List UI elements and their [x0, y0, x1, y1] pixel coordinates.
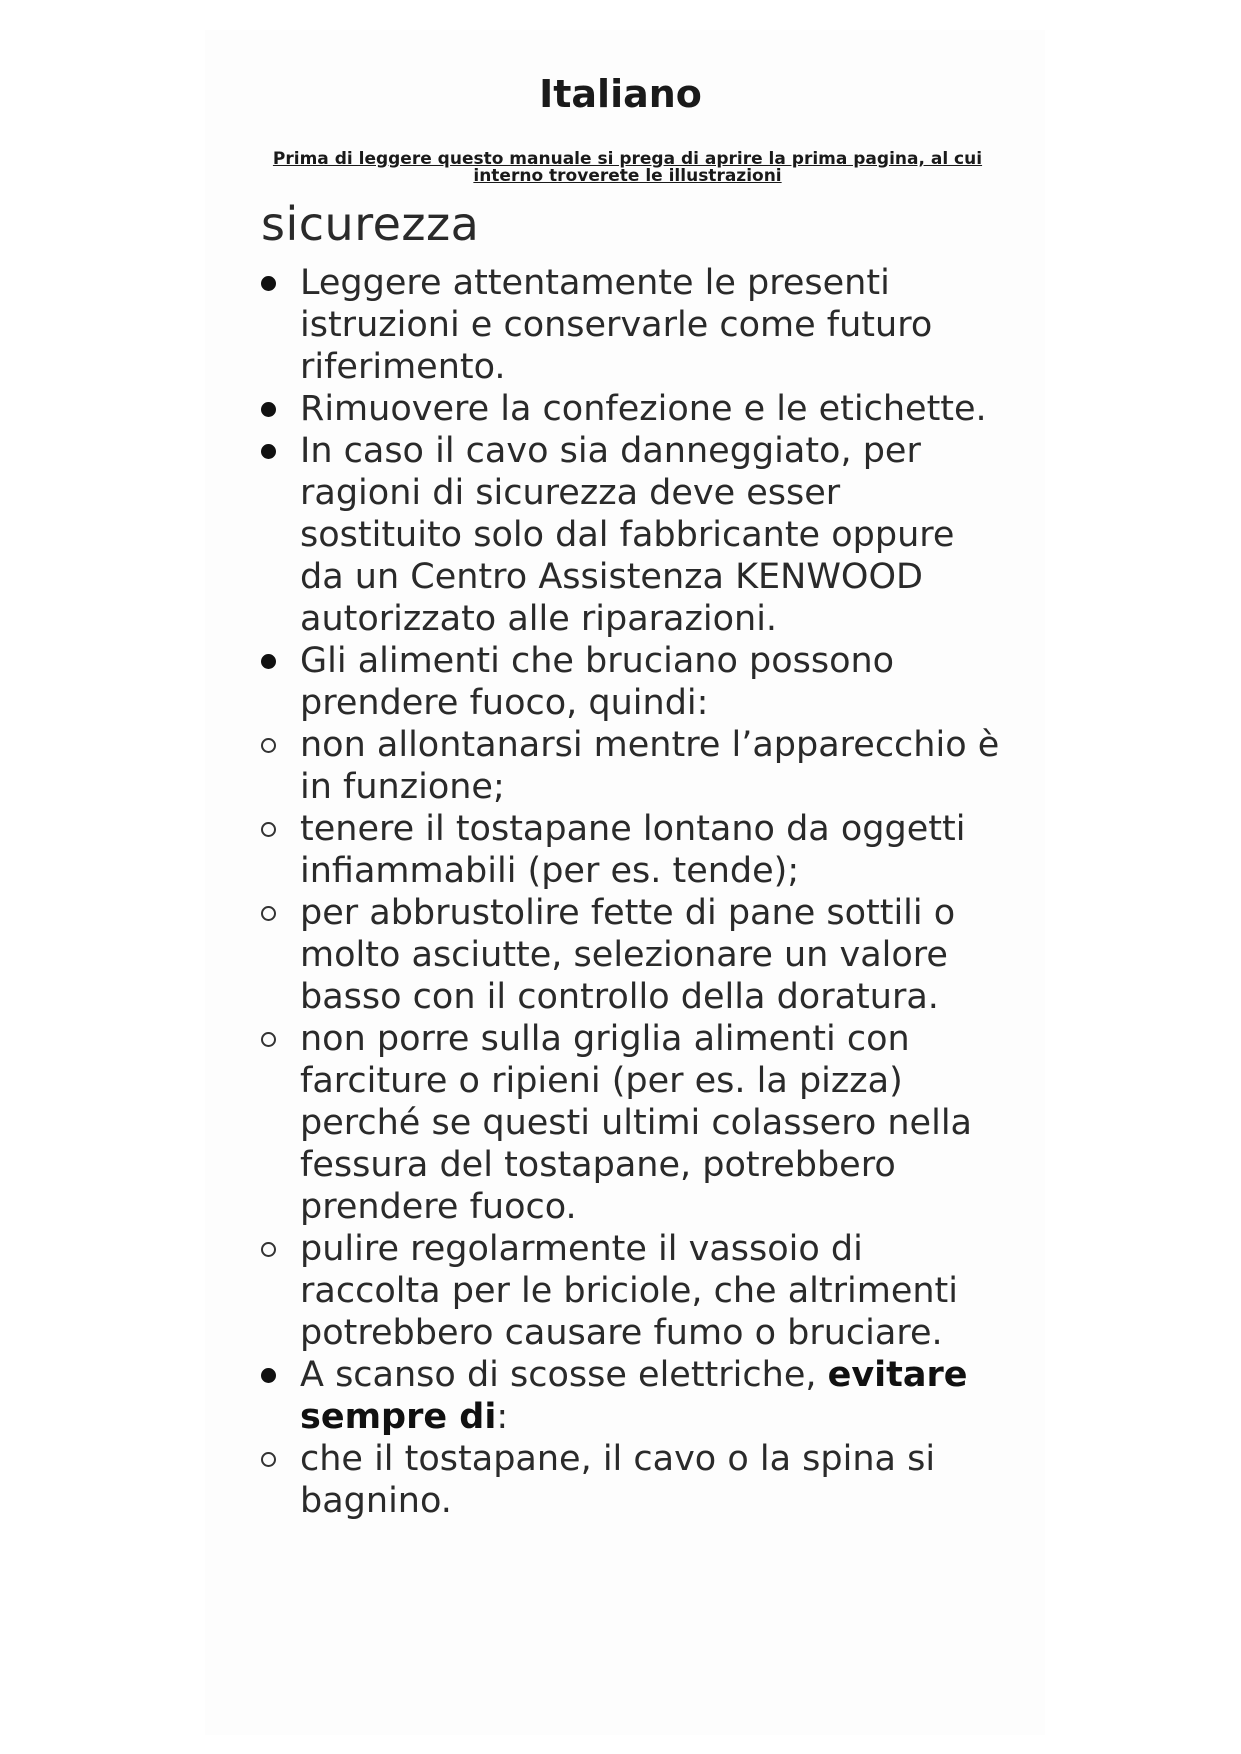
list-item	[0, 724, 1000, 808]
bullet-filled-icon	[261, 402, 276, 417]
bullet-hollow-icon	[261, 1242, 276, 1257]
list-item	[0, 1354, 1000, 1438]
reading-note: Prima di leggere questo manuale si prega di aprire la prima pagina, al cui interno troverete le illustrazioni	[272, 149, 983, 186]
bullet-filled-icon	[261, 654, 276, 669]
item-text: Gli alimenti che bruciano possono prendere fuoco, quindi:	[300, 641, 895, 723]
bullet-hollow-icon	[261, 906, 276, 921]
item-emphasis: evitare sempre di	[300, 1355, 968, 1437]
bullet-filled-icon	[261, 276, 276, 291]
bullet-hollow-icon	[261, 738, 276, 753]
bullet-filled-icon	[261, 1368, 276, 1383]
item-suffix: :	[496, 1397, 509, 1437]
bullet-hollow-icon	[261, 1452, 276, 1467]
list-item	[0, 808, 1000, 892]
list-item	[0, 262, 1000, 388]
item-text: Rimuovere la confezione e le etichette.	[300, 389, 987, 429]
item-text: tenere il tostapane lontano da oggetti infiammabili (per es. tende);	[300, 809, 966, 891]
item-text: per abbrustolire fette di pane sottili o molto asciutte, selezionare un valore basso con il controllo della doratura.	[300, 893, 956, 1017]
list-item	[0, 640, 1000, 724]
safety-list	[0, 262, 1241, 1522]
list-item	[0, 1438, 1000, 1522]
item-text: A scanso di scosse elettriche,	[300, 1355, 828, 1395]
section-heading: sicurezza	[261, 197, 480, 251]
list-item	[0, 388, 1000, 430]
list-item	[0, 430, 1000, 640]
item-text: pulire regolarmente il vassoio di raccolta per le briciole, che altrimenti potrebbero causare fumo o bruciare.	[300, 1229, 958, 1353]
item-text: che il tostapane, il cavo o la spina si bagnino.	[300, 1439, 936, 1521]
bullet-hollow-icon	[261, 1032, 276, 1047]
list-item	[0, 1228, 1000, 1354]
list-item	[0, 1018, 1000, 1228]
list-item	[0, 892, 1000, 1018]
bullet-hollow-icon	[261, 822, 276, 837]
item-text: non porre sulla griglia alimenti con farciture o ripieni (per es. la pizza) perché se questi ultimi colassero nella fessura del tostapane, potrebbero prendere fuoco.	[300, 1019, 972, 1227]
item-text: In caso il cavo sia danneggiato, per ragioni di sicurezza deve esser sostituito solo dal fabbricante oppure da un Centro Assistenza KENWOOD autorizzato alle riparazioni.	[300, 431, 955, 639]
page-title: Italiano	[539, 72, 702, 116]
item-text: non allontanarsi mentre l’apparecchio è in funzione;	[300, 725, 1000, 807]
item-text: Leggere attentamente le presenti istruzioni e conservarle come futuro riferimento.	[300, 263, 933, 387]
bullet-filled-icon	[261, 444, 276, 459]
